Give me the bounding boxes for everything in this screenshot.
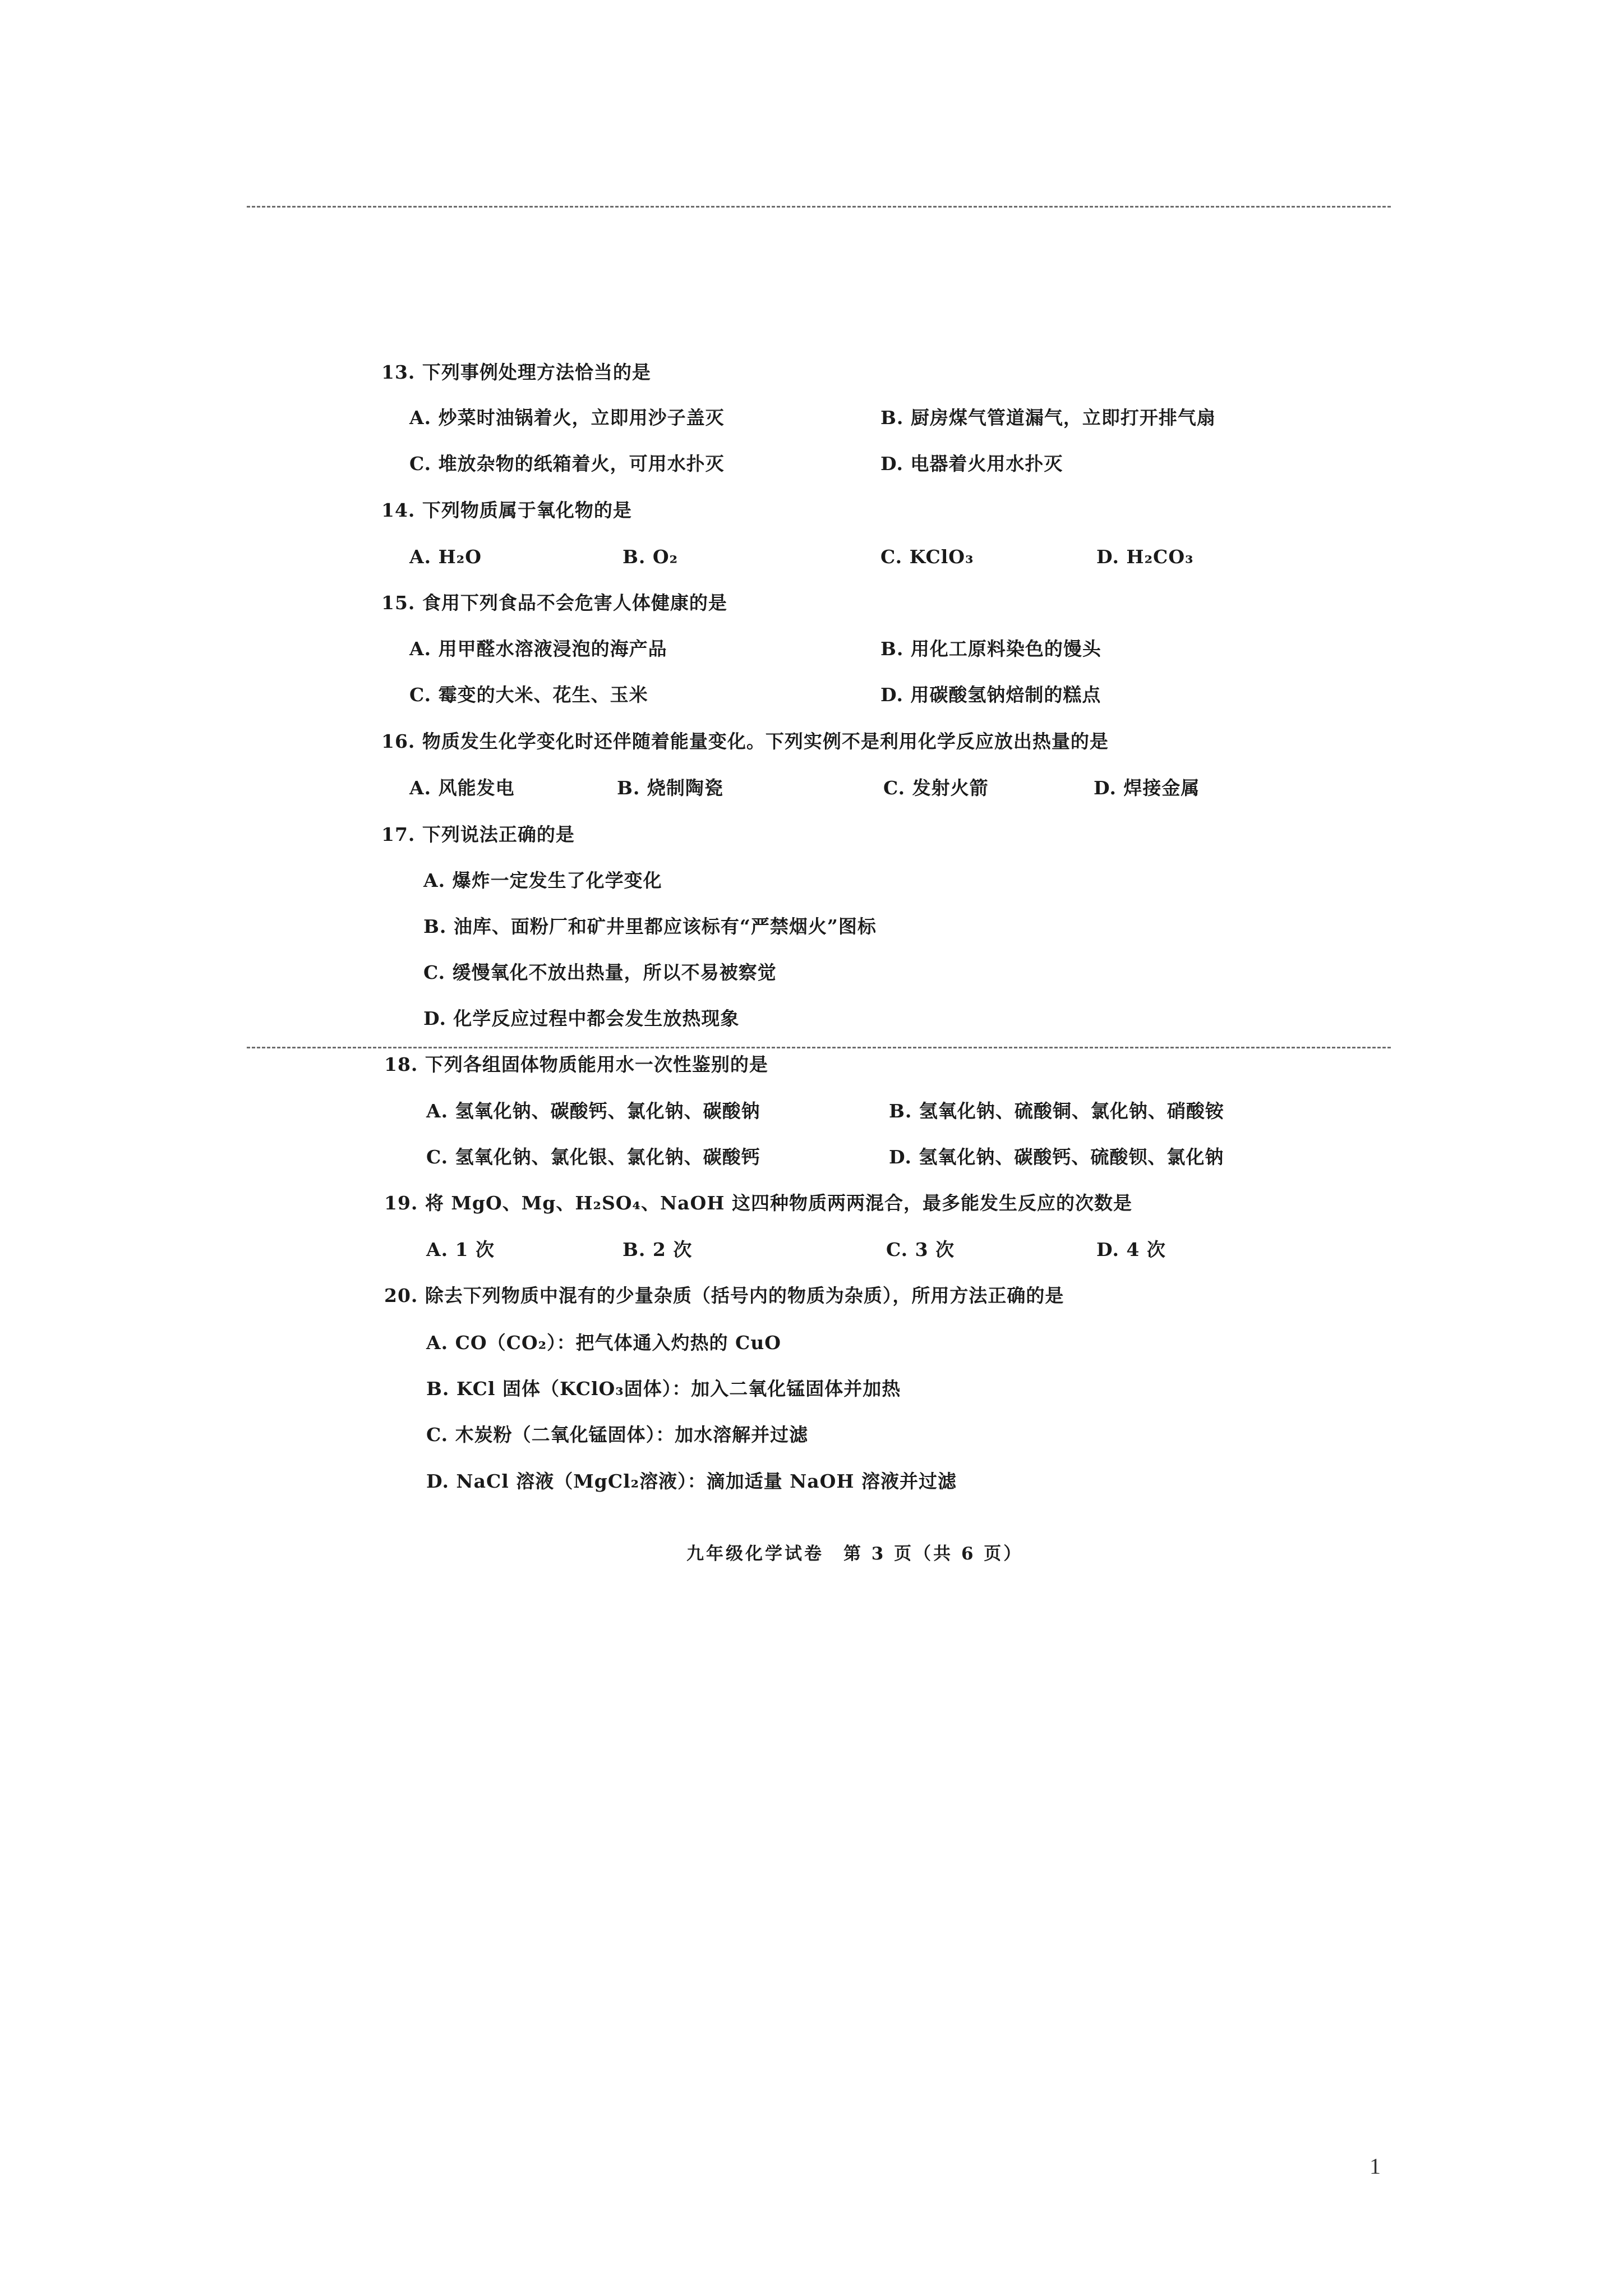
- question-18-option-b: B. 氢氧化钠、硫酸铜、氯化钠、硝酸铵: [889, 1100, 1224, 1122]
- question-15-option-c: C. 霉变的大米、花生、玉米: [409, 684, 648, 706]
- question-18-option-a: A. 氢氧化钠、碳酸钙、氯化钠、碳酸钠: [426, 1100, 760, 1122]
- question-19-option-d: D. 4 次: [1096, 1239, 1166, 1260]
- question-18-option-c: C. 氢氧化钠、氯化银、氯化钠、碳酸钙: [426, 1146, 760, 1168]
- question-13-option-c: C. 堆放杂物的纸箱着火，可用水扑灭: [409, 453, 725, 475]
- middle-dashed-rule: [247, 1047, 1391, 1048]
- question-19-option-b: B. 2 次: [623, 1239, 693, 1260]
- question-15-option-a: A. 用甲醛水溶液浸泡的海产品: [409, 638, 667, 660]
- question-19-option-a: A. 1 次: [426, 1239, 495, 1260]
- question-20-option-c: C. 木炭粉（二氧化锰固体）：加水溶解并过滤: [426, 1424, 809, 1446]
- question-18-stem: 18. 下列各组固体物质能用水一次性鉴别的是: [384, 1053, 768, 1075]
- page-number: 1: [1370, 2154, 1381, 2179]
- question-17-option-d: D. 化学反应过程中都会发生放热现象: [423, 1007, 740, 1029]
- question-19-option-c: C. 3 次: [886, 1239, 955, 1260]
- question-16-option-b: B. 烧制陶瓷: [617, 777, 723, 799]
- question-20-option-d: D. NaCl 溶液（MgCl₂溶液）：滴加适量 NaOH 溶液并过滤: [426, 1470, 957, 1492]
- question-16-stem: 16. 物质发生化学变化时还伴随着能量变化。下列实例不是利用化学反应放出热量的是: [381, 730, 1109, 752]
- question-15-option-b: B. 用化工原料染色的馒头: [880, 638, 1101, 660]
- question-13-option-a: A. 炒菜时油锅着火，立即用沙子盖灭: [409, 407, 725, 429]
- question-14-option-b: B. O₂: [623, 546, 679, 568]
- exam-page-footer: 九年级化学试卷 第 3 页（共 6 页）: [686, 1544, 1023, 1564]
- question-17-option-b: B. 油库、面粉厂和矿井里都应该标有“严禁烟火”图标: [423, 915, 877, 937]
- question-13-stem: 13. 下列事例处理方法恰当的是: [381, 361, 651, 383]
- question-13-option-d: D. 电器着火用水扑灭: [880, 453, 1063, 475]
- question-18-option-d: D. 氢氧化钠、碳酸钙、硫酸钡、氯化钠: [889, 1146, 1224, 1168]
- question-17-option-c: C. 缓慢氧化不放出热量，所以不易被察觉: [423, 961, 777, 983]
- question-17-stem: 17. 下列说法正确的是: [381, 823, 575, 845]
- question-16-option-c: C. 发射火箭: [883, 777, 989, 799]
- question-20-option-a: A. CO（CO₂）：把气体通入灼热的 CuO: [426, 1332, 782, 1354]
- question-14-option-d: D. H₂CO₃: [1096, 546, 1194, 568]
- question-16-option-d: D. 焊接金属: [1094, 777, 1200, 799]
- question-15-stem: 15. 食用下列食品不会危害人体健康的是: [381, 592, 727, 614]
- question-17-option-a: A. 爆炸一定发生了化学变化: [423, 869, 662, 891]
- question-19-stem: 19. 将 MgO、Mg、H₂SO₄、NaOH 这四种物质两两混合，最多能发生反应的次数是: [384, 1192, 1132, 1214]
- question-14-option-c: C. KClO₃: [880, 546, 974, 568]
- question-14-stem: 14. 下列物质属于氧化物的是: [381, 499, 632, 521]
- question-13-option-b: B. 厨房煤气管道漏气，立即打开排气扇: [880, 407, 1216, 429]
- top-dashed-rule: [247, 206, 1391, 208]
- question-15-option-d: D. 用碳酸氢钠焙制的糕点: [880, 684, 1101, 706]
- question-14-option-a: A. H₂O: [409, 546, 482, 568]
- question-20-option-b: B. KCl 固体（KClO₃固体）：加入二氧化锰固体并加热: [426, 1378, 901, 1400]
- question-16-option-a: A. 风能发电: [409, 777, 515, 799]
- question-20-stem: 20. 除去下列物质中混有的少量杂质（括号内的物质为杂质），所用方法正确的是: [384, 1285, 1064, 1306]
